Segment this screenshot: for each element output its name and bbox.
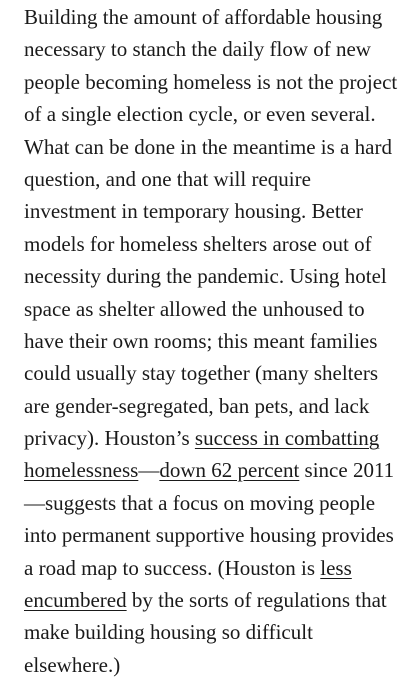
text-line: elsewhere.) [24,652,121,677]
text-line: necessity during the pandemic. Using hotel [24,264,387,289]
text-line: into permanent supportive housing provides [24,523,394,548]
text-line: have their own rooms; this meant families [24,328,378,353]
text-line [24,584,409,616]
text-line: are gender-segregated, ban pets, and lack [24,393,370,418]
text-line: could usually stay together (many shelters [24,361,378,386]
text-line: of a single election cycle, or even several. [24,102,376,127]
em-dash: — [138,458,160,483]
text-segment: since 2011 [299,458,395,483]
text-line: models for homeless shelters arose out of [24,231,372,256]
article-paragraph [24,1,409,681]
text-line: What can be done in the meantime is a hard [24,134,392,159]
text-line: people becoming homeless is not the project [24,69,398,94]
text-line: necessary to stanch the daily flow of new [24,37,371,62]
text-line [24,454,409,486]
link-down-62-percent[interactable]: down 62 percent [159,458,300,483]
text-line: space as shelter allowed the unhoused to [24,296,365,321]
text-line: investment in temporary housing. Better [24,199,363,224]
text-line: —suggests that a focus on moving people [24,490,376,515]
link-less-encumbered-cont[interactable]: encumbered [24,588,127,613]
text-segment: privacy). Houston’s [24,426,195,451]
link-success-combatting-homelessness[interactable]: success in combatting [194,426,380,451]
text-line [24,552,409,584]
link-success-combatting-homelessness-cont[interactable]: homelessness [24,458,139,483]
text-line: make building housing so difficult [24,620,313,645]
text-line: question, and one that will require [24,166,311,191]
link-less-encumbered[interactable]: less [320,555,352,580]
text-line: Building the amount of affordable housing [24,5,383,29]
text-line [24,422,409,454]
text-segment: by the sorts of regulations that [126,588,387,613]
text-segment: a road map to success. (Houston is [24,555,321,580]
